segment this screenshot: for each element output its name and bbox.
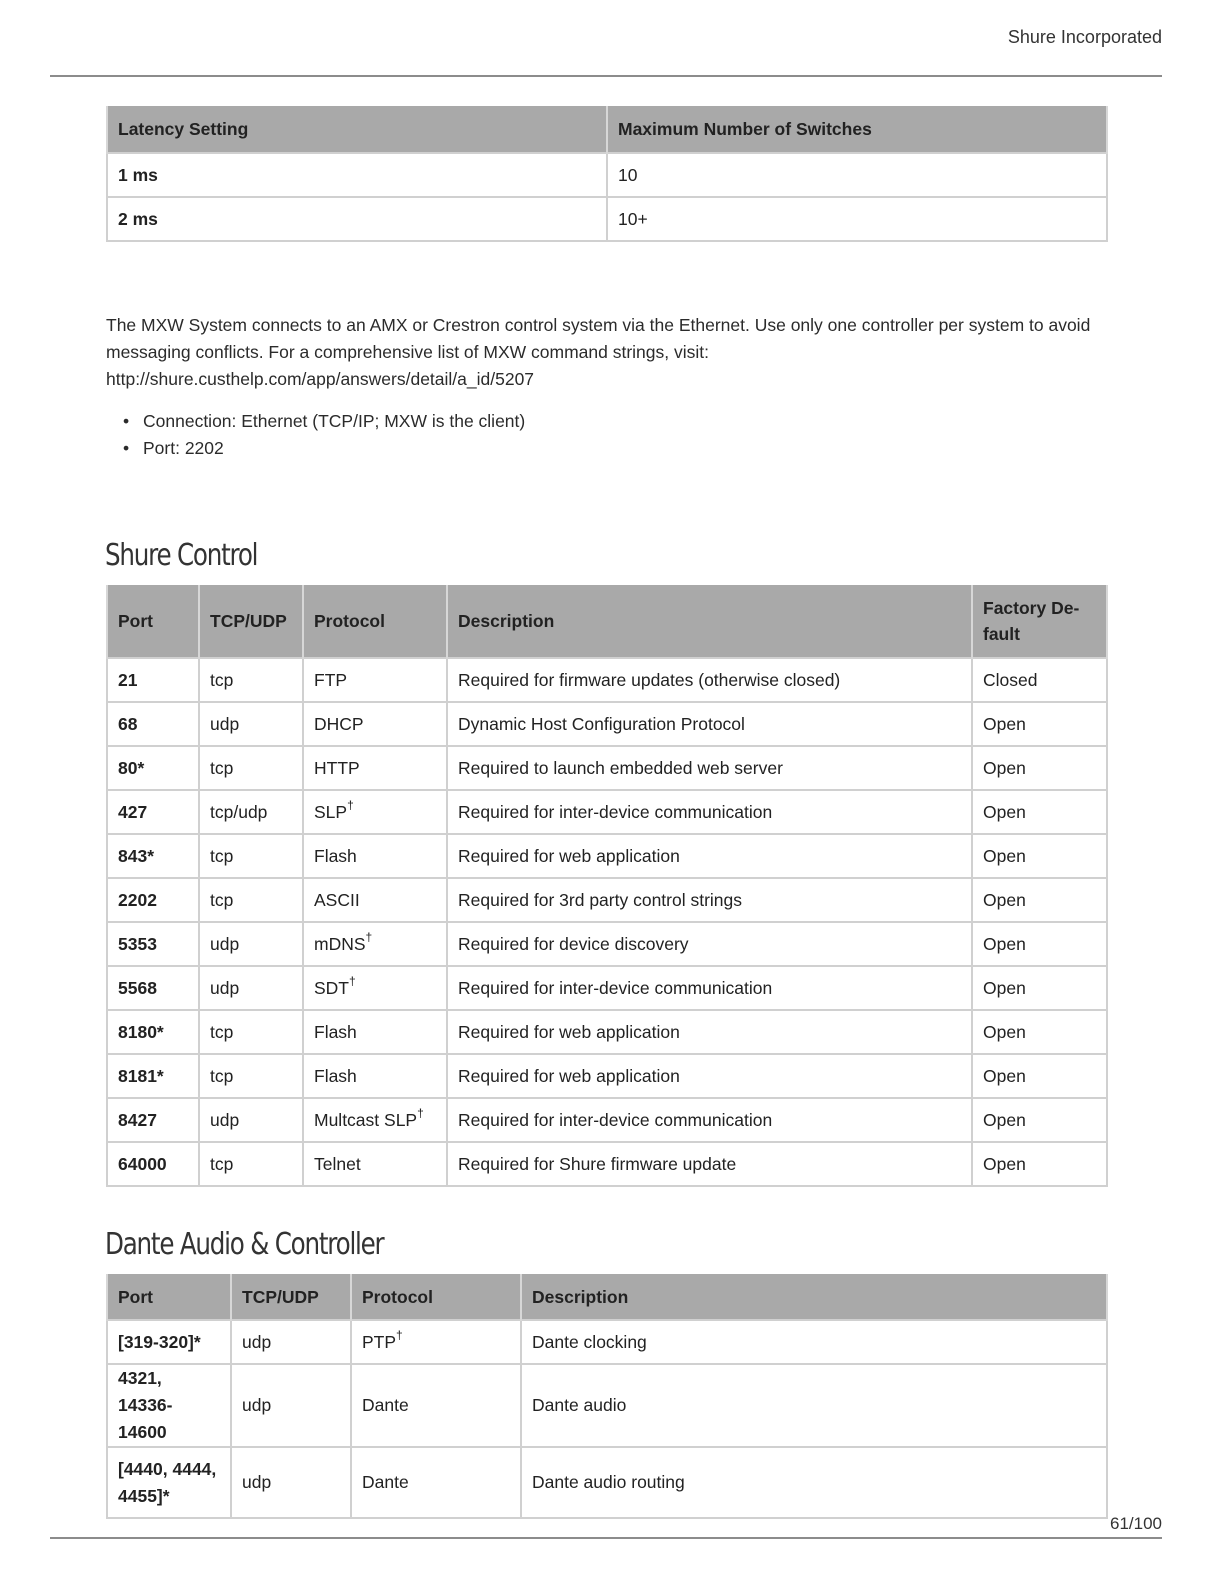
port-cell-text: [4440, 4444, 4455]* xyxy=(118,1458,217,1506)
protocol-cell-text: Flash xyxy=(314,1021,357,1042)
dagger-footnote-mark: † xyxy=(347,797,354,812)
table-header-row xyxy=(107,1274,1107,1320)
table-header-row xyxy=(107,106,1107,153)
protocol-cell xyxy=(303,1142,447,1186)
port-cell xyxy=(107,922,199,966)
port-cell-text: 8427 xyxy=(118,1109,157,1130)
factory-default-cell xyxy=(972,966,1107,1010)
transport-cell xyxy=(199,1010,303,1054)
port-cell xyxy=(107,1142,199,1186)
factory-default-cell-text: Open xyxy=(983,977,1026,998)
protocol-cell xyxy=(303,922,447,966)
transport-cell-text: tcp xyxy=(210,1021,234,1042)
factory-default-cell xyxy=(972,702,1107,746)
page-number: 61/100 xyxy=(1110,1514,1162,1533)
factory-default-header: Factory De-fault xyxy=(983,598,1080,644)
protocol-cell xyxy=(303,966,447,1010)
transport-cell xyxy=(199,746,303,790)
description-cell-text: Required for web application xyxy=(458,845,680,866)
protocol-cell xyxy=(303,834,447,878)
port-cell-text: 5353 xyxy=(118,933,157,954)
description-cell-text: Required for inter-device communication xyxy=(458,801,773,822)
transport-cell-text: tcp xyxy=(210,757,234,778)
factory-default-cell-text: Open xyxy=(983,757,1026,778)
transport-cell-text: udp xyxy=(210,713,240,734)
transport-cell-text: tcp xyxy=(210,669,234,690)
transport-cell-text: udp xyxy=(210,1109,240,1130)
description-cell-text: Dynamic Host Configuration Protocol xyxy=(458,713,745,734)
factory-default-cell xyxy=(972,658,1107,702)
footer-divider xyxy=(50,1537,1162,1539)
factory-default-cell xyxy=(972,878,1107,922)
protocol-cell-text: DHCP xyxy=(314,713,364,734)
factory-default-cell-text: Open xyxy=(983,1153,1026,1174)
table-row xyxy=(107,1320,1107,1364)
transport-cell xyxy=(231,1320,351,1364)
transport-cell xyxy=(199,658,303,702)
header-divider xyxy=(50,75,1162,77)
protocol-cell-text: FTP xyxy=(314,669,348,690)
port-cell-text: 68 xyxy=(118,713,138,734)
max-switches-cell: 10+ xyxy=(607,197,1107,241)
description-cell-text: Dante audio routing xyxy=(532,1472,685,1492)
transport-cell-text: udp xyxy=(242,1395,272,1415)
latency-table xyxy=(106,106,1108,242)
protocol-cell-text: Dante xyxy=(362,1395,409,1415)
port-cell-text: 80* xyxy=(118,757,145,778)
description-cell xyxy=(447,790,972,834)
factory-default-cell xyxy=(972,1054,1107,1098)
factory-default-cell-text: Open xyxy=(983,801,1026,822)
connection-bullet-list xyxy=(106,408,525,462)
transport-cell xyxy=(199,702,303,746)
factory-default-cell-text: Open xyxy=(983,1065,1026,1086)
description-cell-text: Required for web application xyxy=(458,1065,680,1086)
transport-cell xyxy=(199,1098,303,1142)
latency-setting-cell: 1 ms xyxy=(107,153,607,197)
protocol-cell-text: Flash xyxy=(314,1065,357,1086)
factory-default-cell-text: Closed xyxy=(983,669,1038,690)
protocol-cell-text: Multcast SLP xyxy=(314,1109,418,1130)
transport-cell xyxy=(231,1364,351,1447)
port-cell xyxy=(107,878,199,922)
description-cell xyxy=(447,746,972,790)
list-item: • Connection: Ethernet (TCP/IP; MXW is the client) xyxy=(143,408,525,435)
running-header: Shure Incorporated xyxy=(1007,27,1162,47)
description-cell-text: Required for device discovery xyxy=(458,933,689,954)
column-header: TCP/UDP xyxy=(231,1274,351,1320)
port-cell-text: 427 xyxy=(118,801,148,822)
column-header: Port xyxy=(107,1274,231,1320)
transport-cell xyxy=(199,834,303,878)
table-row xyxy=(107,966,1107,1010)
protocol-cell xyxy=(303,658,447,702)
dante-table xyxy=(106,1274,1108,1519)
protocol-cell-text: Dante xyxy=(362,1472,409,1492)
factory-default-cell xyxy=(972,746,1107,790)
port-cell-text: 4321, 14336-14600 xyxy=(118,1368,173,1442)
protocol-cell-text: HTTP xyxy=(314,757,360,778)
port-cell-text: 64000 xyxy=(118,1153,167,1174)
column-header: Protocol xyxy=(351,1274,521,1320)
control-system-paragraph: The MXW System connects to an AMX or Crestron control system via the Ethernet. Use only one controller per system to avoid messaging conflicts. For a comprehensive list of MXW command strings, visit: http://shure.custhelp.com/app/answers/detail/a_id/5207 xyxy=(106,315,1091,389)
description-cell-text: Required to launch embedded web server xyxy=(458,757,783,778)
column-header: Latency Setting xyxy=(107,106,607,153)
transport-cell-text: tcp xyxy=(210,889,234,910)
description-cell xyxy=(447,1142,972,1186)
description-cell-text: Dante audio xyxy=(532,1395,627,1415)
list-item: • Port: 2202 xyxy=(143,435,525,462)
port-cell xyxy=(107,658,199,702)
transport-cell xyxy=(199,878,303,922)
description-cell-text: Dante clocking xyxy=(532,1331,647,1352)
table-row xyxy=(107,1054,1107,1098)
transport-cell xyxy=(231,1447,351,1518)
protocol-cell xyxy=(303,1010,447,1054)
description-cell xyxy=(447,1054,972,1098)
column-header: Port xyxy=(107,585,199,658)
dagger-footnote-mark: † xyxy=(417,1105,424,1120)
transport-cell-text: udp xyxy=(210,977,240,998)
factory-default-cell xyxy=(972,1142,1107,1186)
table-row xyxy=(107,702,1107,746)
factory-default-cell xyxy=(972,1098,1107,1142)
column-header: Description xyxy=(447,585,972,658)
port-cell xyxy=(107,1447,231,1518)
protocol-cell xyxy=(351,1320,521,1364)
column-header: TCP/UDP xyxy=(199,585,303,658)
factory-default-cell-text: Open xyxy=(983,889,1026,910)
factory-default-cell xyxy=(972,790,1107,834)
table-row xyxy=(107,922,1107,966)
protocol-cell-text: ASCII xyxy=(314,889,360,910)
protocol-cell xyxy=(303,746,447,790)
column-header xyxy=(972,585,1107,658)
port-cell xyxy=(107,1320,231,1364)
protocol-cell-text: SLP xyxy=(314,801,348,822)
description-cell xyxy=(447,834,972,878)
table-row xyxy=(107,1364,1107,1447)
factory-default-cell-text: Open xyxy=(983,933,1026,954)
description-cell xyxy=(447,922,972,966)
port-cell xyxy=(107,790,199,834)
factory-default-cell-text: Open xyxy=(983,1021,1026,1042)
table-row xyxy=(107,834,1107,878)
column-header: Protocol xyxy=(303,585,447,658)
max-switches-cell: 10 xyxy=(607,153,1107,197)
port-cell xyxy=(107,834,199,878)
transport-cell xyxy=(199,790,303,834)
protocol-cell-text: Flash xyxy=(314,845,357,866)
port-cell xyxy=(107,1010,199,1054)
protocol-cell-text: mDNS xyxy=(314,933,366,954)
table-row xyxy=(107,1142,1107,1186)
factory-default-cell xyxy=(972,1010,1107,1054)
description-cell xyxy=(447,702,972,746)
transport-cell-text: tcp xyxy=(210,1065,234,1086)
protocol-cell xyxy=(303,1098,447,1142)
description-cell xyxy=(521,1320,1107,1364)
port-cell xyxy=(107,746,199,790)
transport-cell xyxy=(199,966,303,1010)
description-cell-text: Required for inter-device communication xyxy=(458,1109,773,1130)
column-header: Description xyxy=(521,1274,1107,1320)
port-cell-text: 8180* xyxy=(118,1021,164,1042)
description-cell xyxy=(447,1010,972,1054)
transport-cell-text: tcp/udp xyxy=(210,801,268,822)
transport-cell-text: udp xyxy=(210,933,240,954)
latency-setting-cell: 2 ms xyxy=(107,197,607,241)
description-cell xyxy=(447,878,972,922)
port-cell xyxy=(107,702,199,746)
protocol-cell xyxy=(351,1447,521,1518)
transport-cell xyxy=(199,1142,303,1186)
factory-default-cell-text: Open xyxy=(983,1109,1026,1130)
table-row xyxy=(107,197,1107,241)
protocol-cell-text: PTP xyxy=(362,1331,397,1352)
dagger-footnote-mark: † xyxy=(349,973,356,988)
section-title-shure-control: Shure Control xyxy=(105,538,258,573)
table-row xyxy=(107,1010,1107,1054)
port-cell-text: 5568 xyxy=(118,977,157,998)
table-row xyxy=(107,658,1107,702)
protocol-cell xyxy=(303,702,447,746)
table-row xyxy=(107,1098,1107,1142)
protocol-cell xyxy=(303,1054,447,1098)
column-header: Maximum Number of Switches xyxy=(607,106,1107,153)
transport-cell xyxy=(199,922,303,966)
table-row xyxy=(107,878,1107,922)
port-cell xyxy=(107,1364,231,1447)
description-cell xyxy=(521,1364,1107,1447)
description-cell-text: Required for firmware updates (otherwise closed) xyxy=(458,669,841,690)
transport-cell-text: tcp xyxy=(210,1153,234,1174)
section-title-dante: Dante Audio & Controller xyxy=(105,1227,384,1262)
protocol-cell-text: SDT xyxy=(314,977,349,998)
shure-control-table xyxy=(106,585,1108,1187)
protocol-cell xyxy=(303,878,447,922)
factory-default-cell xyxy=(972,834,1107,878)
protocol-cell xyxy=(303,790,447,834)
port-cell-text: 8181* xyxy=(118,1065,164,1086)
protocol-cell-text: Telnet xyxy=(314,1153,361,1174)
transport-cell-text: udp xyxy=(242,1472,272,1492)
transport-cell xyxy=(199,1054,303,1098)
port-cell-text: [319-320]* xyxy=(118,1331,201,1352)
dagger-footnote-mark: † xyxy=(365,929,373,944)
port-cell xyxy=(107,1098,199,1142)
port-cell-text: 21 xyxy=(118,669,138,690)
description-cell xyxy=(521,1447,1107,1518)
description-cell xyxy=(447,966,972,1010)
factory-default-cell-text: Open xyxy=(983,713,1026,734)
table-header-row xyxy=(107,585,1107,658)
table-row xyxy=(107,790,1107,834)
table-row xyxy=(107,153,1107,197)
description-cell xyxy=(447,1098,972,1142)
port-cell xyxy=(107,1054,199,1098)
table-row xyxy=(107,746,1107,790)
port-cell-text: 843* xyxy=(118,845,155,866)
transport-cell-text: tcp xyxy=(210,845,234,866)
description-cell-text: Required for web application xyxy=(458,1021,680,1042)
description-cell-text: Required for 3rd party control strings xyxy=(458,889,743,910)
description-cell xyxy=(447,658,972,702)
table-row xyxy=(107,1447,1107,1518)
protocol-cell xyxy=(351,1364,521,1447)
description-cell-text: Required for Shure firmware update xyxy=(458,1153,737,1174)
factory-default-cell xyxy=(972,922,1107,966)
transport-cell-text: udp xyxy=(242,1331,272,1352)
dagger-footnote-mark: † xyxy=(396,1327,403,1342)
port-cell xyxy=(107,966,199,1010)
port-cell-text: 2202 xyxy=(118,889,157,910)
factory-default-cell-text: Open xyxy=(983,845,1026,866)
description-cell-text: Required for inter-device communication xyxy=(458,977,773,998)
